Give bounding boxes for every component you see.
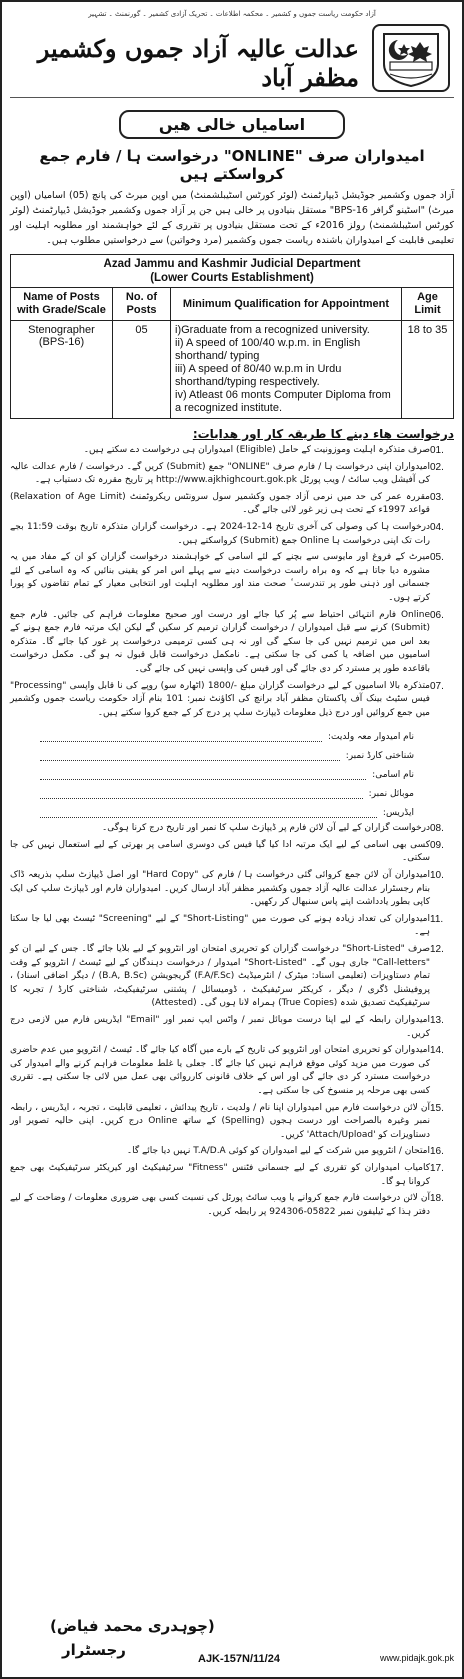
item-text: متذکرہ بالا اسامیوں کے لیے درخواست گزاران مبلغ -/1800 (اٹھارہ سو) روپے کی نا قابل واپسی "Processing" فیس سٹیٹ بینک آف پاکستان مظفر آباد برانچ کی اکاؤنٹ نمبر: 101 بنام آزاد حکومت ریاست جموں وکشمیر میں جمع کروائیں اور درج ذیل معلومات ڈیپازٹ سلپ پر درج کر کے جمع کروا سکتے ہیں۔ [10,680,430,718]
posts-table [10,287,454,419]
item-number: 14. [430,1045,444,1057]
intro-paragraph: آزاد جموں وکشمیر جوڈیشل ڈیپارٹمنٹ (لوئر کورٹس اسٹیبلشمنٹ) میں اوپن میرٹ کی پانچ (05) اسامیاں (اوپن میرٹ) "اسٹینو گرافر BPS-16" مستقل بنیادوں پر خالی ہیں جن پر آزاد جموں وکشمیر جوڈیشل ڈیپارٹمنٹ (لوئر کورٹس اسٹیبلشمنٹ) رولز 2016ء کے تحت مستقل بنیادوں پر تقرری کے لئے خواہشمند اور مطلوبہ اہلیت اور تعلیمی قابلیت کے امیدواران باشندہ ریاست جموں وکشمیر (مرد وخواتین) سے درخواستیں مطلوب ہیں۔ [10,190,455,246]
item-number: 18. [430,1193,444,1205]
form-label: نام امیدوار معہ ولدیت: [328,732,414,743]
item-text: آن لائن درخواست فارم میں امیدواران اپنا نام / ولدیت ، تاریخ پیدائش ، تعلیمی قابلیت ، تجربہ ، ایڈریس ، رابطہ نمبر وغیرہ بالصراحت اور درست ہجوں (Spelling) کے ساتھ Online درج کریں۔ اپنی حالیہ تصویر اور دستاویزات کو 'Attach/Upload' کریں۔ [10,1102,430,1140]
footer [10,1617,454,1671]
form-blank-line [40,749,340,761]
qualification-2: ii) A speed of 100/40 w.p.m. in English shorthand/ typing [175,337,361,362]
item-text: امتحان / انٹرویو میں شرکت کے لیے امیدواران کو کوئی T.A/D.A نہیں دیا جائے گا۔ [126,1146,430,1157]
list-item [10,1044,454,1098]
list-item [10,491,454,518]
list-item [10,1192,454,1219]
item-number: 11. [430,913,444,925]
item-text: امیدواران رابطہ کے لیے اپنا درست موبائل نمبر / واٹس ایپ نمبر اور "Email" ایڈریس فارم میں لازمی درج کریں۔ [10,1015,430,1039]
form-blank-line [40,806,377,818]
cell-post: Stenographer (BPS-16) [11,321,113,419]
table-title [10,254,454,287]
item-number: 09. [430,839,444,851]
vacancies-banner: اسامیاں خالی ھیں [119,110,345,139]
item-number: 03. [430,491,444,503]
list-item [10,521,454,548]
form-label: نام اسامی: [372,770,414,781]
ajk-emblem-icon [372,24,450,92]
list-item [10,913,454,940]
form-label: ایڈریس: [382,808,414,819]
list-item [10,869,454,910]
table-header-row [11,288,454,321]
item-number: 08. [430,823,444,835]
reference-number: AJK-157N/11/24 [198,1653,280,1665]
header [10,20,454,98]
form-label: موبائل نمبر: [368,789,414,800]
online-only-notice: امیدواران صرف "ONLINE" درخواست ہا / فارم جمع کرواسکتے ہیں [39,147,425,183]
qualification-4: iv) Atleast 06 monts Computer Diploma from a recognized institute. [175,389,391,414]
form-row [40,780,414,799]
item-text: درخواست ہا کی وصولی کی آخری تاریخ 14-12-2024 ہے۔ درخواست گزاران متذکرہ تاریخ بوقت 11:59 بجے رات تک اپنی درخواست ہا Online جمع (Submit) کرواسکتے ہیں۔ [10,521,430,546]
signatory-title: رجسٹرار [62,1641,126,1659]
table-row [11,321,454,419]
item-number: 02. [430,461,444,473]
cell-qualification [171,321,402,419]
list-item [10,444,454,458]
item-text: Online فارم انتہائی احتیاط سے پُر کیا جائے اور درست اور صحیح معلومات فراہم کی جائیں۔ فارم جمع (Submit) کرنے سے قبل امیدواران / درخواست گزاران ترمیم کر سکیں گے لیکن ایک مرتبہ فارم جمع ہونے کے بعد اس میں ترمیم نہیں کی جا سکے گی اور نہ ہی کسی ترمیمی درخواست پر غور کیا جائے گا۔ متذکرہ اسامیوں میں اضافہ یا کمی کی جا سکتی ہے۔ نامکمل درخواست قابل قبول نہ ہو گی۔ مکمل درخواست باقاعدہ طور پر مسترد کر دی جائے گی اور فیس کی واپسی نہیں کی جائے گی۔ [10,609,430,674]
item-number: 06. [430,609,444,621]
qualification-3: iii) A speed of 80/40 w.p.m in Urdu shorthand/typing respectively. [175,363,342,388]
list-item [10,551,454,605]
col-header-post: Name of Posts with Grade/Scale [11,288,113,321]
item-number: 17. [430,1162,444,1174]
table-title-line1: Azad Jammu and Kashmir Judicial Department [103,258,361,270]
item-number: 16. [430,1146,444,1158]
item-text: درخواست گزاران کے لیے آن لائن فارم پر ڈیپازٹ سلپ کا نمبر اور تاریخ درج کرنا ہوگی۔ [101,823,430,834]
list-item [10,609,454,677]
table-title-line2: (Lower Courts Establishment) [150,272,314,284]
deposit-info-form [40,723,414,818]
col-header-qualification: Minimum Qualification for Appointment [171,288,402,321]
list-item [10,1162,454,1189]
form-blank-line [40,768,366,780]
instructions-title: درخواست ھاء دینے کا طریقہ کار اور ھدایات: [192,427,454,441]
form-row [40,742,414,761]
cell-age: 18 to 35 [402,321,454,419]
form-row [40,723,414,742]
item-text: کامیاب امیدواران کو تقرری کے لیے جسمانی فٹنس "Fitness" سرٹیفیکیٹ اور کیریکٹر سرٹیفیکیٹ بھی جمع کروانا ہو گا۔ [10,1162,430,1187]
list-item [10,822,454,836]
item-number: 05. [430,552,444,564]
item-number: 10. [430,870,444,882]
item-number: 12. [430,944,444,956]
emblem-graphic [376,28,446,88]
list-item [10,839,454,866]
item-number: 07. [430,680,444,692]
list-item [10,1102,454,1143]
item-text: مقررہ عمر کی حد میں نرمی آزاد جموں وکشمیر سول سرونٹس ریکروٹمنٹ (Relaxation of Age Limit) قواعد 1997ء کے تحت ہی زیر غور لائی جائے گی۔ [10,491,430,516]
item-text: میرٹ کے فروغ اور مایوسی سے بچنے کے لئے اسامی کے خواہشمند درخواست گزاران کو ان کے مفاد میں یہ مشورہ دیا جاتا ہے کہ وہ براہ راست درخواست دینے سے پہلے اس امر کو یقینی بنائیں کہ وہ اسامی کے لئے جسمانی اور ذہنی طور پر تندرست ٔ صحت مند اور مطلوبہ اہلیت اور انتخابی معیار کے تمام تقاضوں کو پورا کرتے ہوں۔ [10,552,430,603]
col-header-posts-count: No. of Posts [113,288,171,321]
top-strip: آزاد حکومت ریاست جموں و کشمیر ۔ محکمہ اطلاعات ۔ تحریک آزادی کشمیر ۔ گورنمنٹ ۔ تشہیر [88,10,376,18]
col-header-age-limit: Age Limit [402,288,454,321]
item-text: امیدواران کی تعداد زیادہ ہونے کی صورت میں "Short-Listing" کے لیے "Screening" ٹیسٹ بھی لیا جا سکتا ہے۔ [10,913,430,938]
form-blank-line [40,787,363,799]
item-text: صرف "Short-Listed" درخواست گزاران کو تحریری امتحان اور انٹرویو کے لیے بلایا جائے گا۔ جس کے لیے ان کو "Call-letters" جاری ہوں گے۔ "Short-Listed" امیدوار / درخواست دہندگان کے لیے ٹیسٹ / انٹرویو کے وقت تمام دستاویزات (تعلیمی اسناد: میٹرک / انٹرمیڈیٹ (F.A/F.Sc) گریجویشن (B.A, B.Sc) / دیگر اضافی اسناد) ، پروفیشنل ڈگری / دیگر ، کریکٹر سرٹیفیکیٹ ، ڈومیسائل / پشتنی سرٹیفیکیٹ، شناختی کارڈ / تجربہ کا سرٹیفیکیٹ تصدیق شدہ (True Copies) ہمراہ لانا ہوں گی۔ (Attested) [10,944,430,1009]
item-number: 15. [430,1102,444,1114]
item-text: آن لائن درخواست فارم جمع کروانے یا ویب سائٹ پورٹل کی نسبت کسی بھی ضروری معلومات / وضاحت کے لیے دفتر ہذا کے ٹیلیفون نمبر 05822-924306 پر رابطہ کریں۔ [10,1193,430,1217]
list-item [10,461,454,488]
qualification-1: i)Graduate from a recognized university. [175,324,370,336]
instructions-list [10,444,454,1219]
item-number: 13. [430,1015,444,1026]
item-number: 04. [430,521,444,533]
form-row [40,799,414,818]
form-blank-line [40,730,322,742]
item-number: 01. [430,445,444,456]
court-title: عدالت عالیہ آزاد جموں وکشمیر مظفر آباد [37,34,359,92]
list-item [10,1014,454,1041]
list-item [10,943,454,1011]
item-text: کسی بھی اسامی کے لیے ایک مرتبہ ادا کیا گیا فیس کی دوسری اسامی پر بھرتی کے لیے استعمال نہیں کی جا سکتی۔ [10,839,430,864]
cell-count: 05 [113,321,171,419]
item-text: امیدواران آن لائن جمع کروائی گئی درخواست ہا / فارم کی "Hard Copy" اور اصل ڈیپازٹ سلپ بذریعہ ڈاک بنام رجسٹرار عدالت عالیہ آزاد جموں وکشمیر مظفر آباد ارسال کریں۔ امیدواران فارم اور ڈیپازٹ سلپ کی ایک کاپی بطور یادداشت اپنے پاس سنبھال کر رکھیں۔ [10,870,430,908]
form-row [40,761,414,780]
item-text: صرف متذکرہ اہلیت وموزونیت کے حامل (Eligible) امیدواران ہی درخواست دے سکتے ہیں۔ [83,445,430,455]
form-label: شناختی کارڈ نمبر: [345,751,414,762]
website-link[interactable]: www.pidajk.gok.pk [379,1653,454,1663]
item-text: امیدواران کو تحریری امتحان اور انٹرویو کی تاریخ کے بارے میں آگاہ کیا جائے گا۔ ٹیسٹ / انٹرویو میں عدم حاضری کی صورت میں مزید کوئی موقع فراہم نہیں کیا جائے گا۔ جعلی یا غلط معلومات فراہم کرنے والے امیدوار کی درخواست مسترد کر دی جائے گی اور اس کے خلاف قانونی کارروائی بھی عمل میں لائی جا سکتی ہے۔ تقرری کسی بھی مرحلہ پر منسوخ کی جا سکتی ہے۔ [10,1045,430,1096]
list-item [10,680,454,721]
signatory-name: (چوہدری محمد فیاض) [50,1617,215,1635]
banner-wrap [10,110,454,139]
list-item [10,1145,454,1159]
item-text: امیدواران اپنی درخواست ہا / فارم صرف "ONLINE" جمع (Submit) کریں گے۔ درخواست / فارم عدالت عالیہ کی آفیشل ویب سائٹ / ویب پورٹل http://www.ajkhighcourt.gok.pk پر تاریخ مقررہ تک دستیاب ہے۔ [10,461,430,486]
